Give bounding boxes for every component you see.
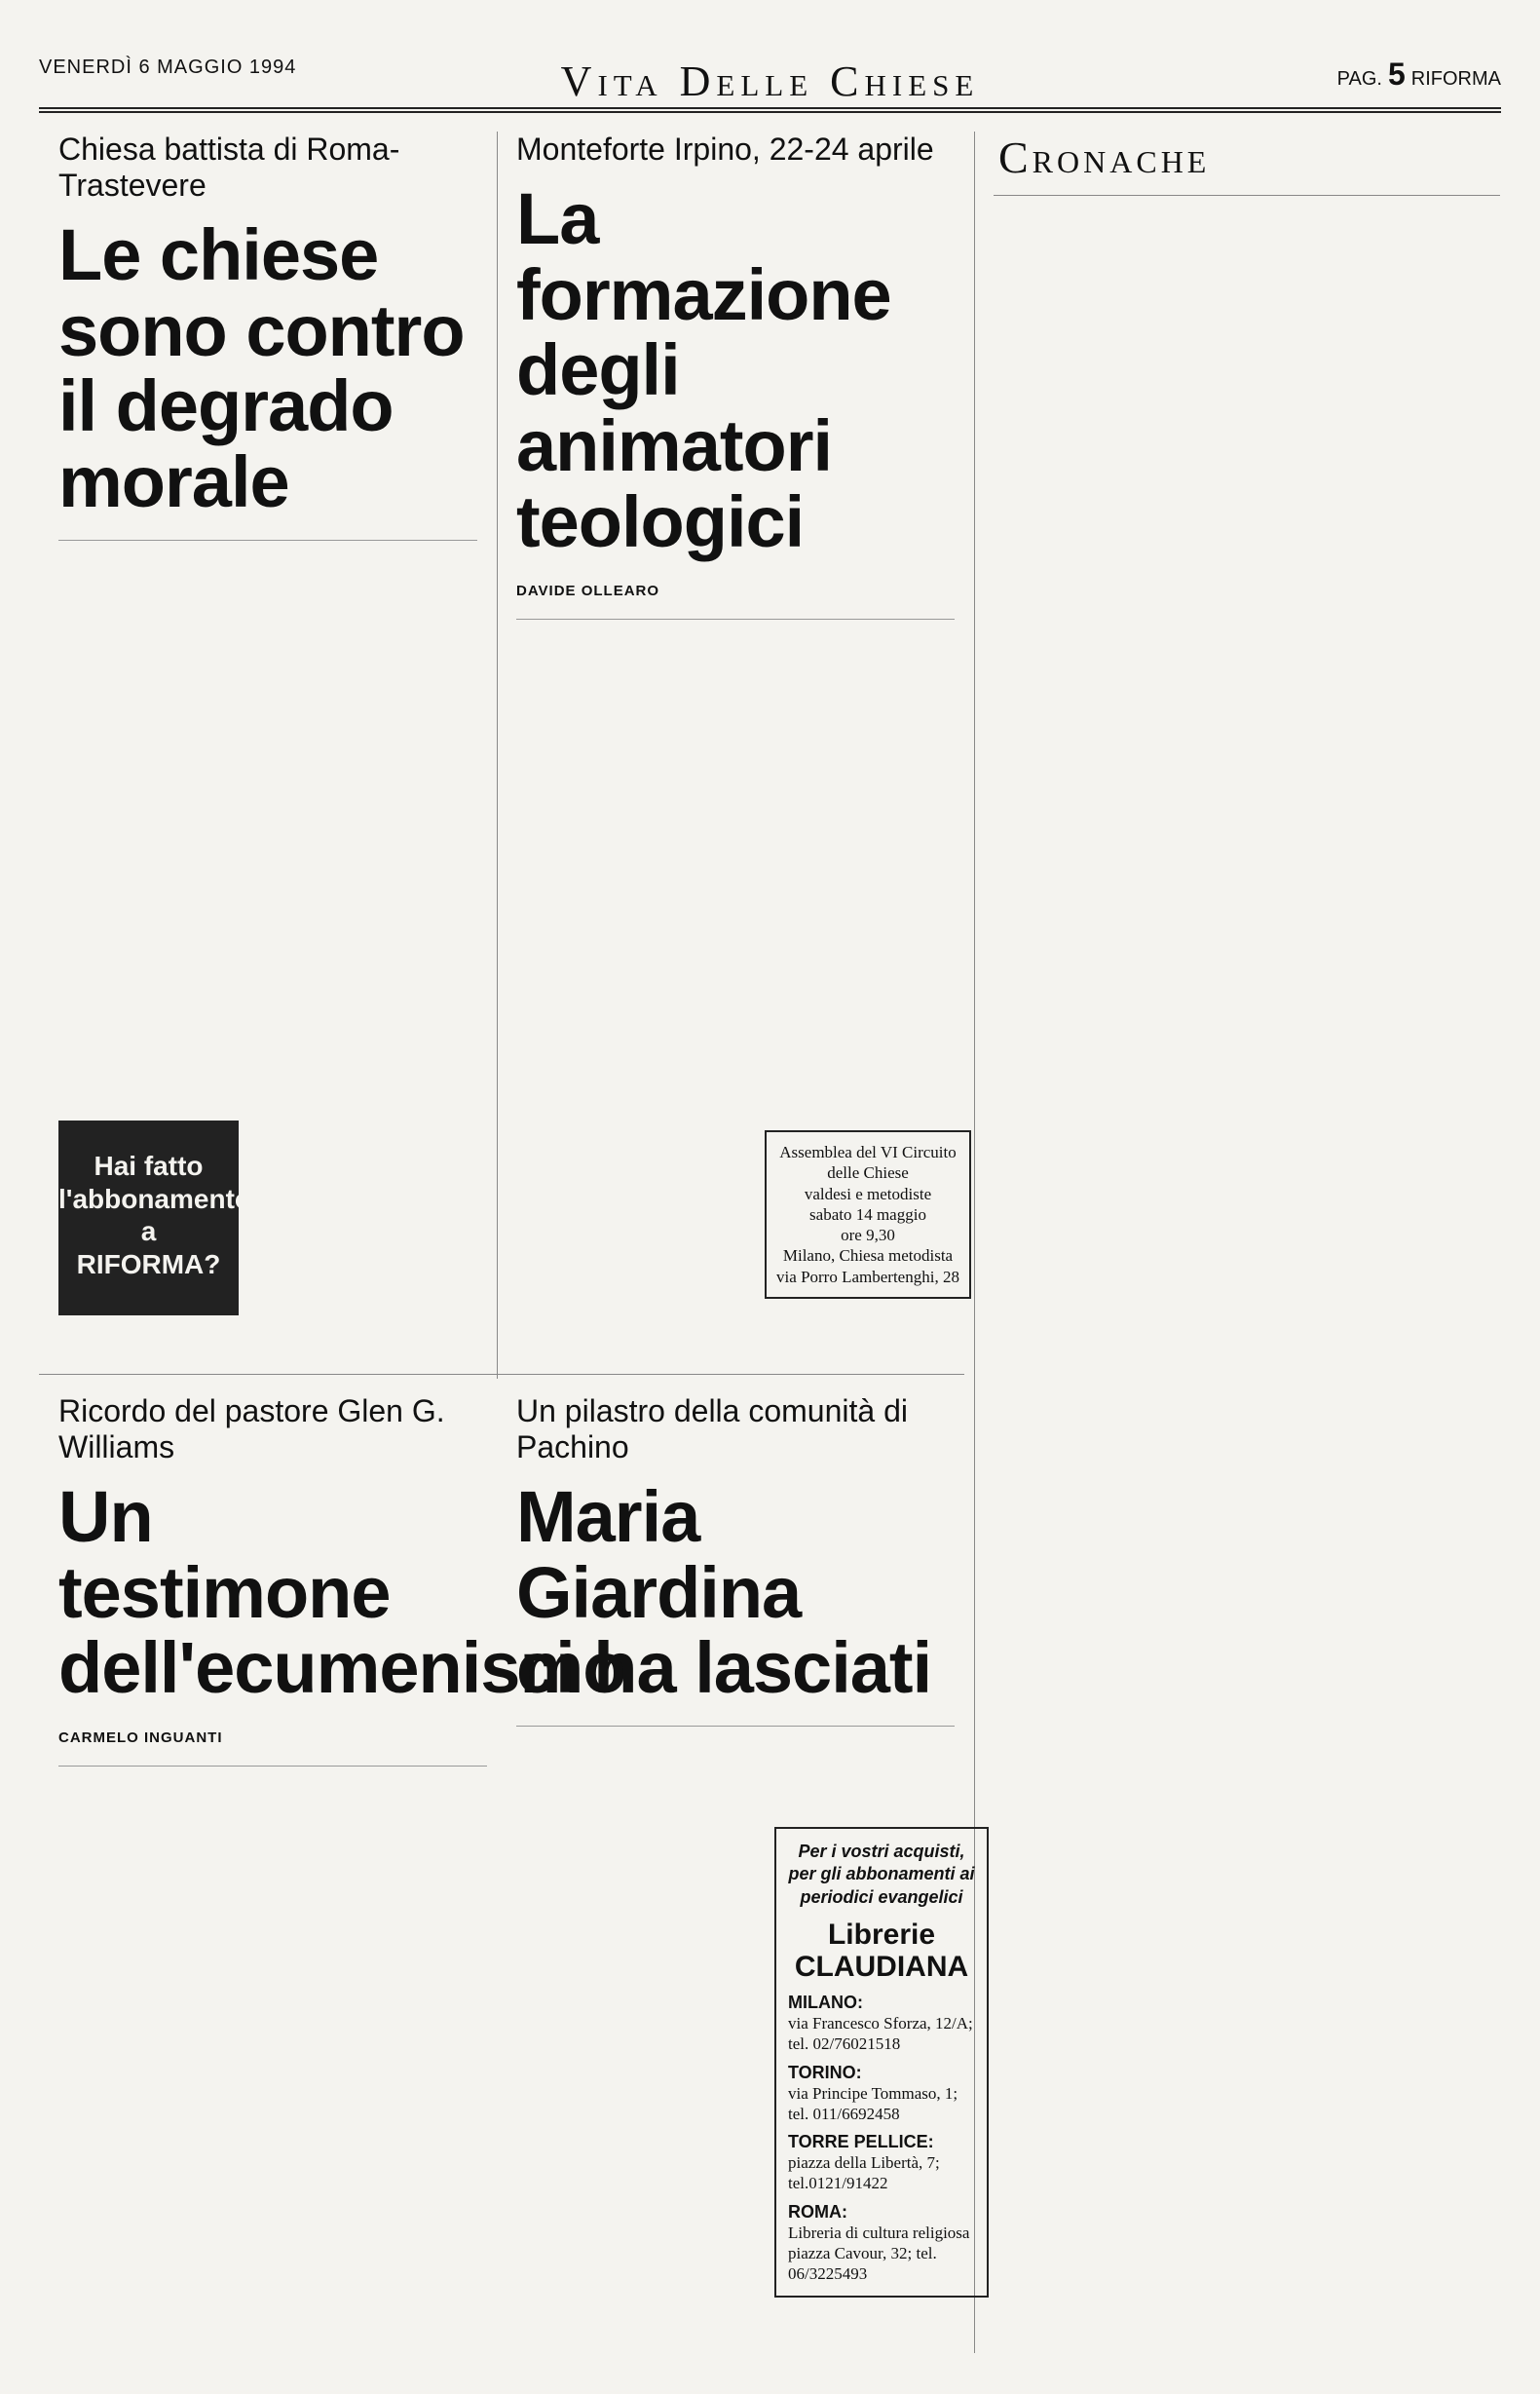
article-byline: DAVIDE OLLEARO xyxy=(516,583,660,600)
article-formazione xyxy=(516,132,955,620)
assemblea-line: Milano, Chiesa metodista xyxy=(782,1246,954,1266)
abbonamento-box xyxy=(58,1121,251,1315)
assemblea-line: Assemblea del VI Circuito xyxy=(779,1143,957,1161)
headline-line: il degrado morale xyxy=(58,365,394,523)
article-body xyxy=(516,619,955,620)
article-headline xyxy=(58,1476,626,1709)
store-city: TORRE PELLICE: xyxy=(788,2132,934,2152)
cronache-title: Cronache xyxy=(998,133,1211,182)
headline-line: dell'ecumenismo xyxy=(58,1627,626,1709)
store-entry xyxy=(788,2202,975,2285)
store-address: Libreria di cultura religiosa piazza Cavour, 32; tel. 06/3225493 xyxy=(788,2223,970,2284)
abbonamento-line: l'abbonamento xyxy=(58,1183,251,1214)
claudiana-brand xyxy=(788,1919,975,1983)
page-header xyxy=(39,39,1501,113)
store-entry xyxy=(788,2063,975,2125)
assemblea-line: sabato 14 maggio xyxy=(809,1204,926,1224)
article-le-chiese xyxy=(58,132,477,541)
store-entry xyxy=(788,1993,975,2055)
assemblea-line: valdesi e metodiste xyxy=(804,1184,932,1203)
assemblea-line: delle Chiese xyxy=(827,1163,909,1183)
article-headline xyxy=(58,214,477,523)
headline-line: animatori teologici xyxy=(516,405,833,562)
article-testimone xyxy=(58,1393,626,1767)
paper-name: RIFORMA xyxy=(1410,68,1501,90)
store-city: ROMA: xyxy=(788,2201,847,2222)
store-entry xyxy=(788,2132,975,2194)
article-body xyxy=(58,540,477,541)
headline-line: Un testimone xyxy=(58,1476,391,1633)
section-title: Vita Delle Chiese xyxy=(560,57,980,105)
assemblea-box xyxy=(765,1130,971,1299)
page-number: 5 xyxy=(1387,57,1406,92)
article-headline xyxy=(516,1476,955,1709)
article-byline: CARMELO INGUANTI xyxy=(58,1729,223,1747)
assemblea-line: via Porro Lambertenghi, 28 xyxy=(776,1267,959,1286)
brand-line: Librerie xyxy=(827,1919,936,1952)
store-address: via Principe Tommaso, 1; tel. 011/6692458 xyxy=(788,2083,958,2123)
store-address: piazza della Libertà, 7; tel.0121/91422 xyxy=(788,2153,940,2193)
page-label: PAG. xyxy=(1336,68,1382,90)
abbonamento-line: a xyxy=(140,1216,157,1247)
article-headline xyxy=(516,178,955,562)
abbonamento-line: Hai fatto xyxy=(94,1151,204,1181)
article-kicker: Chiesa battista di Roma-Trastevere xyxy=(58,132,400,203)
headline-line: Le chiese sono contro xyxy=(58,214,465,371)
store-address: via Francesco Sforza, 12/A; tel. 02/76021518 xyxy=(788,2014,973,2054)
headline-line: La formazione degli xyxy=(516,178,891,411)
brand-line: CLAUDIANA xyxy=(794,1951,969,1984)
issue-date: VENERDÌ 6 MAGGIO 1994 xyxy=(39,57,297,78)
article-kicker: Monteforte Irpino, 22-24 aprile xyxy=(516,132,934,167)
abbonamento-line: RIFORMA? xyxy=(76,1248,221,1279)
page-info xyxy=(1337,57,1501,93)
section-rule xyxy=(39,1374,964,1375)
column-rule xyxy=(497,132,498,1379)
headline-line: Maria Giardina xyxy=(516,1476,802,1633)
article-giardina xyxy=(516,1393,955,1727)
article-body xyxy=(516,1726,955,1727)
article-kicker: Ricordo del pastore Glen G. Williams xyxy=(58,1393,445,1464)
article-body xyxy=(58,1766,487,1767)
claudiana-promo: Per i vostri acquisti, per gli abbonamenti ai periodici evangelici xyxy=(788,1842,975,1907)
store-city: TORINO: xyxy=(788,2062,862,2082)
claudiana-ad xyxy=(774,1827,989,2298)
assemblea-line: ore 9,30 xyxy=(841,1226,895,1244)
article-kicker: Un pilastro della comunità di Pachino xyxy=(516,1393,908,1464)
headline-line: ci ha lasciati xyxy=(516,1627,932,1709)
cronache-rule xyxy=(994,195,1500,196)
store-city: MILANO: xyxy=(788,1993,863,2013)
